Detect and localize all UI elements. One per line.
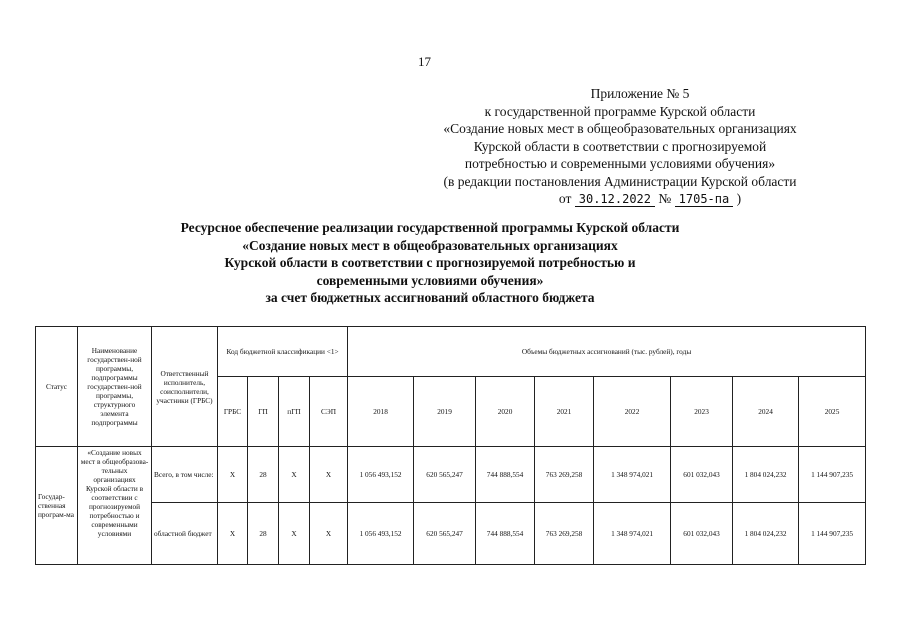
gp-cell: 28: [248, 503, 279, 565]
header-name: Наименование государствен-ной программы, подпрограммы государствен-ной программы, структурного элемента подпрограммы: [78, 327, 152, 447]
title-line-4: современными условиями обучения»: [316, 272, 544, 288]
number-label: №: [658, 191, 672, 206]
appendix-line-3: «Создание новых мест в общеобразовательных организациях: [443, 121, 797, 136]
value-cell: 601 032,043: [671, 447, 733, 503]
header-year-2023: 2023: [671, 377, 733, 447]
resolution-number: 1705-па: [675, 192, 734, 207]
value-cell: 1 348 974,021: [594, 447, 671, 503]
value-cell: 620 565,247: [414, 503, 476, 565]
value-cell: 1 144 907,235: [799, 447, 866, 503]
title-line-2: «Создание новых мест в общеобразовательных организациях: [242, 237, 618, 253]
value-cell: 1 144 907,235: [799, 503, 866, 565]
status-cell: Государ-ственная програм-ма: [36, 447, 78, 565]
title-line-3: Курской области в соответствии с прогнозируемой потребностью и: [224, 255, 636, 270]
appendix-line-4: Курской области в соответствии с прогнозируемой: [473, 138, 767, 154]
appendix-line-6: (в редакции постановления Администрации Курской области: [443, 173, 797, 189]
value-cell: 744 888,554: [476, 447, 535, 503]
value-cell: 763 269,258: [535, 503, 594, 565]
resolution-date: 30.12.2022: [575, 192, 655, 207]
document-title: [130, 219, 730, 307]
appendix-line-7: [400, 190, 840, 208]
header-status: Статус: [36, 327, 78, 447]
from-label: от: [558, 191, 572, 206]
grbs-cell: Х: [218, 503, 248, 565]
header-budget-code: Код бюджетной классификации <1>: [218, 327, 348, 377]
resource-table: [35, 326, 866, 565]
grbs-cell: Х: [218, 447, 248, 503]
header-budget-volume: Объемы бюджетных ассигнований (тыс. рублей), годы: [348, 327, 866, 377]
header-year-2019: 2019: [414, 377, 476, 447]
header-year-2021: 2021: [535, 377, 594, 447]
page-number: 17: [418, 54, 431, 69]
value-cell: 763 269,258: [535, 447, 594, 503]
close-paren: ): [736, 191, 742, 206]
value-cell: 1 056 493,152: [348, 447, 414, 503]
value-cell: 1 348 974,021: [594, 503, 671, 565]
title-line-1: Ресурсное обеспечение реализации государственной программы Курской области: [180, 220, 680, 235]
header-gp: ГП: [248, 377, 279, 447]
value-cell: 620 565,247: [414, 447, 476, 503]
header-year-2020: 2020: [476, 377, 535, 447]
title-line-5: за счет бюджетных ассигнований областного бюджета: [265, 290, 595, 305]
header-year-2024: 2024: [733, 377, 799, 447]
sep-cell: Х: [310, 447, 348, 503]
appendix-block: [400, 85, 840, 208]
value-cell: 1 056 493,152: [348, 503, 414, 565]
sep-cell: Х: [310, 503, 348, 565]
value-cell: 1 804 024,232: [733, 447, 799, 503]
value-cell: 744 888,554: [476, 503, 535, 565]
value-cell: 601 032,043: [671, 503, 733, 565]
gp-cell: 28: [248, 447, 279, 503]
header-ngp: пГП: [279, 377, 310, 447]
executor-cell: областной бюджет: [152, 503, 218, 565]
header-sep: СЭП: [310, 377, 348, 447]
ngp-cell: Х: [279, 447, 310, 503]
executor-cell: Всего, в том числе:: [152, 447, 218, 503]
header-year-2022: 2022: [594, 377, 671, 447]
ngp-cell: Х: [279, 503, 310, 565]
appendix-line-2: к государственной программе Курской области: [484, 103, 756, 119]
appendix-line-1: Приложение № 5: [590, 86, 690, 101]
header-grbs: ГРБС: [218, 377, 248, 447]
program-name-cell: «Создание новых мест в общеобразова-тельных организациях Курской области в соответствии с прогнозируемой потребностью и современными условиями: [78, 447, 152, 565]
header-year-2018: 2018: [348, 377, 414, 447]
appendix-line-5: потребностью и современными условиями обучения»: [464, 156, 776, 171]
value-cell: 1 804 024,232: [733, 503, 799, 565]
header-year-2025: 2025: [799, 377, 866, 447]
header-executor: Ответственный исполнитель, соисполнители, участники (ГРБС): [152, 327, 218, 447]
